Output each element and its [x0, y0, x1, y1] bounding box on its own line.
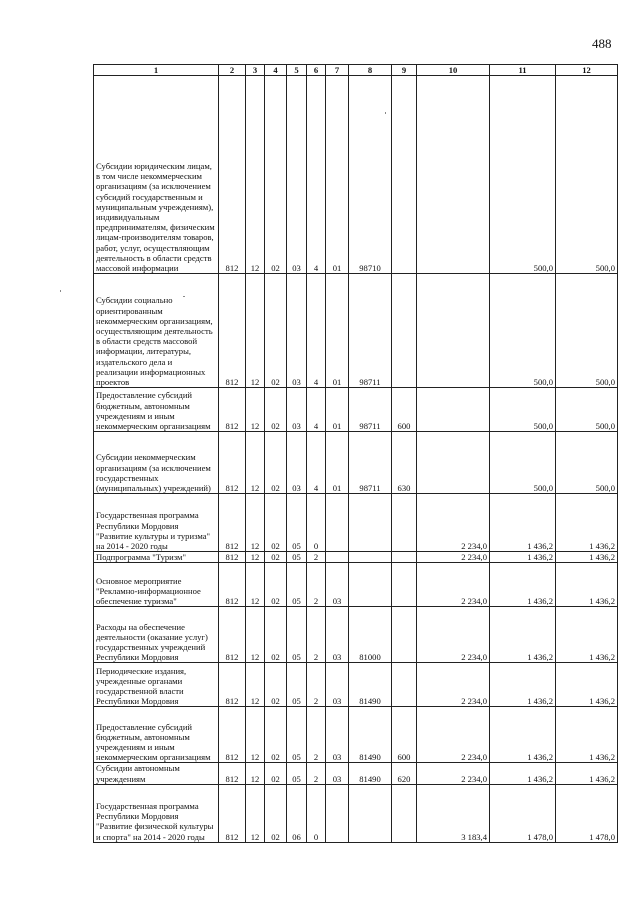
table-row — [94, 76, 618, 274]
cell-col-3: 12 — [246, 663, 265, 707]
cell-col-5: 03 — [287, 388, 307, 432]
cell-col-5: 05 — [287, 494, 307, 552]
table-row — [94, 563, 618, 607]
cell-col-11: 500,0 — [490, 76, 556, 274]
cell-col-8 — [349, 552, 392, 563]
cell-col-4: 02 — [265, 274, 287, 388]
cell-col-12: 1 478,0 — [556, 784, 618, 842]
cell-col-11: 500,0 — [490, 432, 556, 494]
cell-col-4: 02 — [265, 763, 287, 784]
cell-col-10 — [417, 432, 490, 494]
cell-col-12: 1 436,2 — [556, 494, 618, 552]
table-row — [94, 607, 618, 663]
cell-col-8: 98711 — [349, 274, 392, 388]
cell-col-10 — [417, 76, 490, 274]
column-header-3: 3 — [246, 65, 265, 76]
cell-col-3: 12 — [246, 707, 265, 763]
cell-col-3: 12 — [246, 76, 265, 274]
cell-col-12: 500,0 — [556, 274, 618, 388]
cell-col-4: 02 — [265, 563, 287, 607]
cell-col-5: 05 — [287, 552, 307, 563]
cell-col-3: 12 — [246, 388, 265, 432]
column-header-12: 12 — [556, 65, 618, 76]
table-row — [94, 663, 618, 707]
row-name: Подпрограмма "Туризм" — [94, 552, 219, 563]
cell-col-9 — [392, 607, 417, 663]
cell-col-11: 1 436,2 — [490, 552, 556, 563]
budget-table — [93, 64, 618, 843]
cell-col-8 — [349, 494, 392, 552]
column-header-4: 4 — [265, 65, 287, 76]
cell-col-8: 81490 — [349, 663, 392, 707]
cell-col-7: 03 — [326, 707, 349, 763]
column-header-6: 6 — [307, 65, 326, 76]
cell-col-7: 03 — [326, 763, 349, 784]
cell-col-5: 05 — [287, 707, 307, 763]
table-row — [94, 388, 618, 432]
cell-col-4: 02 — [265, 607, 287, 663]
cell-col-8: 81000 — [349, 607, 392, 663]
table-row — [94, 274, 618, 388]
cell-col-7: 03 — [326, 663, 349, 707]
cell-col-8: 81490 — [349, 763, 392, 784]
row-name: Субсидии автономным учреждениям — [94, 763, 219, 784]
cell-col-7 — [326, 784, 349, 842]
cell-col-7: 01 — [326, 432, 349, 494]
cell-col-10: 2 234,0 — [417, 552, 490, 563]
cell-col-12: 1 436,2 — [556, 707, 618, 763]
cell-col-6: 4 — [307, 432, 326, 494]
cell-col-9: 600 — [392, 707, 417, 763]
cell-col-12: 1 436,2 — [556, 763, 618, 784]
row-name: Субсидии социально ориентированным некоммерческим организациям, осуществляющим деятельность в области средств массовой информации, литературы, издательского дела и реализации информационных проектов — [94, 274, 219, 388]
cell-col-11: 1 436,2 — [490, 494, 556, 552]
cell-col-11: 1 436,2 — [490, 663, 556, 707]
cell-col-9 — [392, 494, 417, 552]
cell-col-2: 812 — [219, 388, 246, 432]
cell-col-10 — [417, 274, 490, 388]
column-header-9: 9 — [392, 65, 417, 76]
cell-col-8: 81490 — [349, 707, 392, 763]
table-row — [94, 494, 618, 552]
cell-col-2: 812 — [219, 563, 246, 607]
column-header-10: 10 — [417, 65, 490, 76]
cell-col-11: 500,0 — [490, 274, 556, 388]
cell-col-6: 2 — [307, 707, 326, 763]
cell-col-7 — [326, 494, 349, 552]
table-row — [94, 552, 618, 563]
table-row — [94, 763, 618, 784]
row-name: Периодические издания, учрежденные органами государственной власти Республики Мордовия — [94, 663, 219, 707]
cell-col-5: 05 — [287, 607, 307, 663]
row-name: Основное мероприятие "Рекламно-информационное обеспечение туризма" — [94, 563, 219, 607]
row-name: Субсидии юридическим лицам, в том числе некоммерческим организациям (за исключением субсидий государственным и муниципальным учреждениям), индивидуальным предпринимателям, физическим лицам-производителям товаров, работ, услуг, осуществляющим деятельность в области средств массовой информации — [94, 76, 219, 274]
cell-col-4: 02 — [265, 76, 287, 274]
cell-col-9 — [392, 784, 417, 842]
cell-col-2: 812 — [219, 607, 246, 663]
cell-col-12: 1 436,2 — [556, 663, 618, 707]
cell-col-9: 630 — [392, 432, 417, 494]
cell-col-11: 1 436,2 — [490, 707, 556, 763]
header-row — [94, 65, 618, 76]
cell-col-8 — [349, 563, 392, 607]
cell-col-2: 812 — [219, 432, 246, 494]
cell-col-6: 2 — [307, 663, 326, 707]
row-name: Предоставление субсидий бюджетным, автономным учреждениям и иным некоммерческим организациям — [94, 388, 219, 432]
cell-col-6: 4 — [307, 76, 326, 274]
cell-col-3: 12 — [246, 274, 265, 388]
cell-col-4: 02 — [265, 432, 287, 494]
cell-col-2: 812 — [219, 552, 246, 563]
cell-col-6: 2 — [307, 563, 326, 607]
cell-col-7: 03 — [326, 563, 349, 607]
cell-col-4: 02 — [265, 663, 287, 707]
cell-col-7: 01 — [326, 388, 349, 432]
column-header-8: 8 — [349, 65, 392, 76]
column-header-1: 1 — [94, 65, 219, 76]
row-name: Государственная программа Республики Мордовия "Развитие культуры и туризма" на 2014 - 2020 годы — [94, 494, 219, 552]
cell-col-5: 03 — [287, 76, 307, 274]
cell-col-2: 812 — [219, 274, 246, 388]
cell-col-11: 1 436,2 — [490, 607, 556, 663]
scan-mark — [183, 296, 185, 297]
row-name: Предоставление субсидий бюджетным, автономным учреждениям и иным некоммерческим организациям — [94, 707, 219, 763]
cell-col-6: 2 — [307, 607, 326, 663]
cell-col-9 — [392, 76, 417, 274]
cell-col-8: 98711 — [349, 432, 392, 494]
cell-col-2: 812 — [219, 707, 246, 763]
cell-col-4: 02 — [265, 552, 287, 563]
cell-col-3: 12 — [246, 494, 265, 552]
cell-col-10: 2 234,0 — [417, 607, 490, 663]
column-header-11: 11 — [490, 65, 556, 76]
cell-col-10: 2 234,0 — [417, 563, 490, 607]
cell-col-10: 2 234,0 — [417, 494, 490, 552]
cell-col-10: 2 234,0 — [417, 663, 490, 707]
cell-col-3: 12 — [246, 784, 265, 842]
cell-col-9: 620 — [392, 763, 417, 784]
table-row — [94, 707, 618, 763]
cell-col-11: 1 478,0 — [490, 784, 556, 842]
cell-col-3: 12 — [246, 563, 265, 607]
table-row — [94, 784, 618, 842]
cell-col-11: 500,0 — [490, 388, 556, 432]
cell-col-2: 812 — [219, 763, 246, 784]
cell-col-8 — [349, 784, 392, 842]
page-number: 488 — [592, 36, 612, 51]
cell-col-9 — [392, 563, 417, 607]
cell-col-11: 1 436,2 — [490, 763, 556, 784]
cell-col-3: 12 — [246, 432, 265, 494]
cell-col-7 — [326, 552, 349, 563]
cell-col-2: 812 — [219, 784, 246, 842]
cell-col-6: 4 — [307, 274, 326, 388]
cell-col-10: 2 234,0 — [417, 707, 490, 763]
cell-col-3: 12 — [246, 552, 265, 563]
cell-col-9 — [392, 274, 417, 388]
cell-col-4: 02 — [265, 784, 287, 842]
cell-col-8: 98710 — [349, 76, 392, 274]
row-name: Расходы на обеспечение деятельности (оказание услуг) государственных учреждений Республики Мордовия — [94, 607, 219, 663]
cell-col-6: 2 — [307, 763, 326, 784]
cell-col-9 — [392, 552, 417, 563]
cell-col-12: 1 436,2 — [556, 552, 618, 563]
cell-col-7: 03 — [326, 607, 349, 663]
cell-col-10: 2 234,0 — [417, 763, 490, 784]
row-name: Субсидии некоммерческим организациям (за исключением государственных (муниципальных) учреждений) — [94, 432, 219, 494]
cell-col-7: 01 — [326, 274, 349, 388]
cell-col-3: 12 — [246, 763, 265, 784]
cell-col-4: 02 — [265, 494, 287, 552]
table-row — [94, 432, 618, 494]
cell-col-8: 98711 — [349, 388, 392, 432]
cell-col-5: 06 — [287, 784, 307, 842]
cell-col-10 — [417, 388, 490, 432]
scan-mark — [385, 112, 386, 114]
cell-col-6: 0 — [307, 494, 326, 552]
cell-col-9: 600 — [392, 388, 417, 432]
cell-col-5: 05 — [287, 763, 307, 784]
cell-col-9 — [392, 663, 417, 707]
column-header-5: 5 — [287, 65, 307, 76]
cell-col-12: 500,0 — [556, 432, 618, 494]
cell-col-12: 1 436,2 — [556, 563, 618, 607]
cell-col-6: 4 — [307, 388, 326, 432]
cell-col-4: 02 — [265, 388, 287, 432]
cell-col-6: 2 — [307, 552, 326, 563]
cell-col-12: 500,0 — [556, 388, 618, 432]
column-header-2: 2 — [219, 65, 246, 76]
cell-col-5: 05 — [287, 663, 307, 707]
cell-col-12: 1 436,2 — [556, 607, 618, 663]
cell-col-2: 812 — [219, 76, 246, 274]
cell-col-6: 0 — [307, 784, 326, 842]
column-header-7: 7 — [326, 65, 349, 76]
cell-col-4: 02 — [265, 707, 287, 763]
cell-col-11: 1 436,2 — [490, 563, 556, 607]
row-name: Государственная программа Республики Мордовия "Развитие физической культуры и спорта" на 2014 - 2020 годы — [94, 784, 219, 842]
cell-col-3: 12 — [246, 607, 265, 663]
cell-col-12: 500,0 — [556, 76, 618, 274]
cell-col-5: 03 — [287, 274, 307, 388]
cell-col-2: 812 — [219, 494, 246, 552]
cell-col-2: 812 — [219, 663, 246, 707]
cell-col-7: 01 — [326, 76, 349, 274]
scan-mark — [60, 290, 61, 292]
cell-col-5: 05 — [287, 563, 307, 607]
cell-col-10: 3 183,4 — [417, 784, 490, 842]
cell-col-5: 03 — [287, 432, 307, 494]
